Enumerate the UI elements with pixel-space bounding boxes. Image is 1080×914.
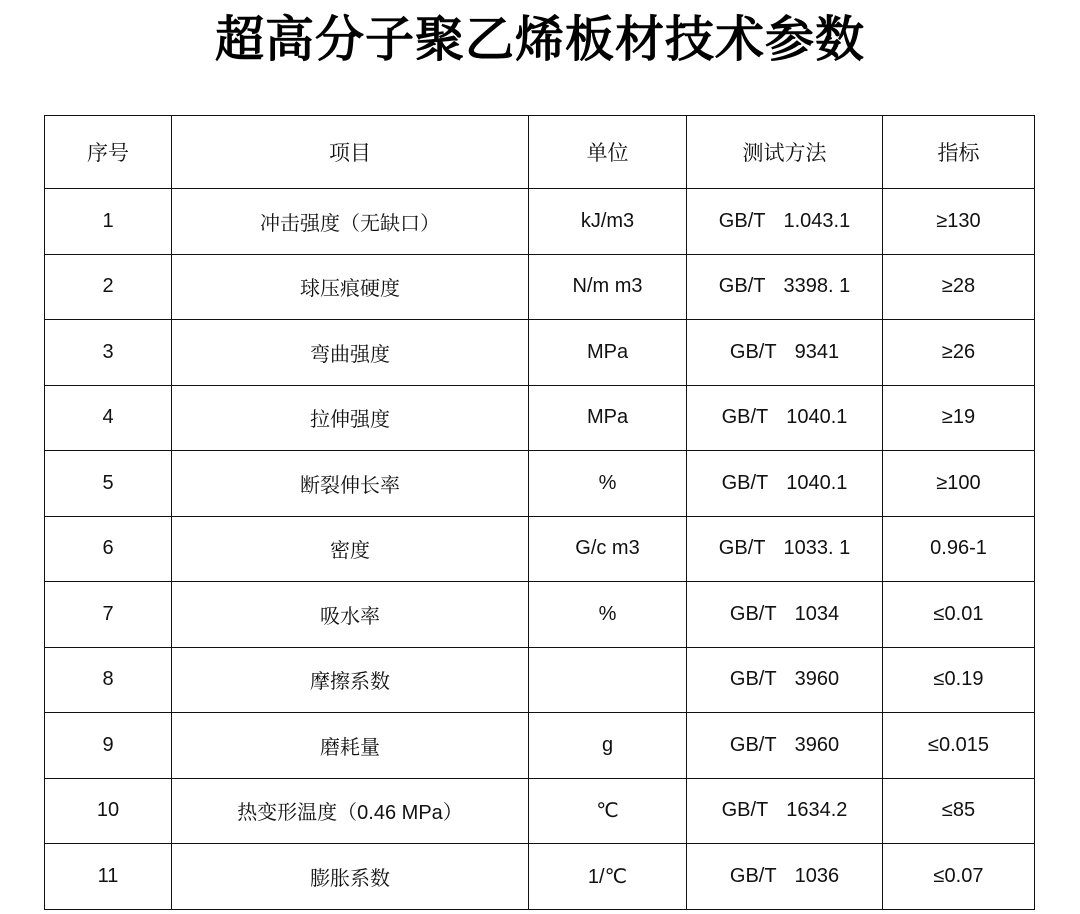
cell-no: 3 (45, 320, 172, 386)
method-number: 1034 (794, 602, 840, 625)
cell-no: 10 (45, 778, 172, 844)
column-header-method: 测试方法 (687, 116, 883, 189)
cell-spec: ≥28 (883, 254, 1035, 320)
document-page (0, 14, 1080, 914)
cell-method (687, 844, 883, 910)
method-cell-content (687, 341, 882, 364)
table-row (45, 254, 1035, 320)
cell-spec: ≥26 (883, 320, 1035, 386)
column-header-no: 序号 (45, 116, 172, 189)
method-number: 3398. 1 (783, 275, 851, 298)
cell-item: 膨胀系数 (172, 844, 529, 910)
method-standard: GB/T (721, 406, 769, 429)
cell-item: 断裂伸长率 (172, 451, 529, 517)
table-row (45, 582, 1035, 648)
column-header-spec: 指标 (883, 116, 1035, 189)
method-number: 1634.2 (786, 799, 848, 822)
cell-unit: N/m m3 (529, 254, 687, 320)
cell-method (687, 516, 883, 582)
cell-no: 7 (45, 582, 172, 648)
cell-no: 4 (45, 385, 172, 451)
cell-unit: % (529, 451, 687, 517)
method-cell-content (687, 603, 882, 626)
cell-method (687, 320, 883, 386)
cell-spec: ≤0.01 (883, 582, 1035, 648)
method-number: 3960 (794, 733, 840, 756)
column-header-unit: 单位 (529, 116, 687, 189)
method-cell-content (687, 799, 882, 822)
cell-no: 2 (45, 254, 172, 320)
method-number: 1033. 1 (783, 537, 851, 560)
cell-unit: % (529, 582, 687, 648)
cell-method (687, 254, 883, 320)
cell-item: 磨耗量 (172, 713, 529, 779)
table-row (45, 189, 1035, 255)
method-standard: GB/T (729, 602, 777, 625)
method-standard: GB/T (729, 864, 777, 887)
cell-method (687, 189, 883, 255)
method-cell-content (687, 865, 882, 888)
cell-unit (529, 647, 687, 713)
method-number: 1.043.1 (783, 209, 851, 232)
cell-unit: 1/℃ (529, 844, 687, 910)
table-header (45, 116, 1035, 189)
method-standard: GB/T (729, 733, 777, 756)
cell-unit: kJ/m3 (529, 189, 687, 255)
method-standard: GB/T (718, 537, 766, 560)
table-row (45, 385, 1035, 451)
cell-method (687, 385, 883, 451)
table-body (45, 189, 1035, 910)
cell-no: 1 (45, 189, 172, 255)
table-row (45, 778, 1035, 844)
method-standard: GB/T (718, 275, 766, 298)
method-number: 1040.1 (786, 471, 848, 494)
cell-unit: ℃ (529, 778, 687, 844)
cell-item: 摩擦系数 (172, 647, 529, 713)
spec-table-container (44, 115, 1034, 910)
cell-spec: ≤0.19 (883, 647, 1035, 713)
cell-spec: ≥100 (883, 451, 1035, 517)
method-standard: GB/T (721, 799, 769, 822)
method-standard: GB/T (729, 340, 777, 363)
cell-item: 热变形温度（0.46 MPa） (172, 778, 529, 844)
cell-unit: G/c m3 (529, 516, 687, 582)
cell-spec: ≤85 (883, 778, 1035, 844)
table-row (45, 516, 1035, 582)
cell-no: 11 (45, 844, 172, 910)
cell-method (687, 713, 883, 779)
cell-method (687, 582, 883, 648)
method-standard: GB/T (718, 209, 766, 232)
method-cell-content (687, 275, 882, 298)
cell-item: 吸水率 (172, 582, 529, 648)
method-number: 1040.1 (786, 406, 848, 429)
table-row (45, 844, 1035, 910)
method-number: 1036 (794, 864, 840, 887)
method-number: 9341 (794, 340, 840, 363)
cell-no: 9 (45, 713, 172, 779)
table-row (45, 713, 1035, 779)
cell-item: 球压痕硬度 (172, 254, 529, 320)
cell-method (687, 647, 883, 713)
method-cell-content (687, 210, 882, 233)
cell-unit: MPa (529, 320, 687, 386)
method-cell-content (687, 406, 882, 429)
cell-unit: g (529, 713, 687, 779)
table-row (45, 647, 1035, 713)
cell-spec: 0.96-1 (883, 516, 1035, 582)
method-cell-content (687, 537, 882, 560)
table-header-row (45, 116, 1035, 189)
table-row (45, 320, 1035, 386)
cell-item: 拉伸强度 (172, 385, 529, 451)
cell-no: 8 (45, 647, 172, 713)
cell-spec: ≤0.07 (883, 844, 1035, 910)
cell-method (687, 778, 883, 844)
page-title: 超高分子聚乙烯板材技术参数 (214, 13, 865, 67)
column-header-item: 项目 (172, 116, 529, 189)
method-standard: GB/T (721, 471, 769, 494)
method-cell-content (687, 668, 882, 691)
cell-item: 冲击强度（无缺口） (172, 189, 529, 255)
cell-spec: ≥130 (883, 189, 1035, 255)
cell-no: 5 (45, 451, 172, 517)
cell-item: 弯曲强度 (172, 320, 529, 386)
cell-spec: ≥19 (883, 385, 1035, 451)
method-standard: GB/T (729, 668, 777, 691)
spec-table (44, 115, 1035, 910)
cell-spec: ≤0.015 (883, 713, 1035, 779)
method-number: 3960 (794, 668, 840, 691)
cell-no: 6 (45, 516, 172, 582)
method-cell-content (687, 472, 882, 495)
cell-method (687, 451, 883, 517)
table-row (45, 451, 1035, 517)
cell-unit: MPa (529, 385, 687, 451)
method-cell-content (687, 734, 882, 757)
cell-item: 密度 (172, 516, 529, 582)
